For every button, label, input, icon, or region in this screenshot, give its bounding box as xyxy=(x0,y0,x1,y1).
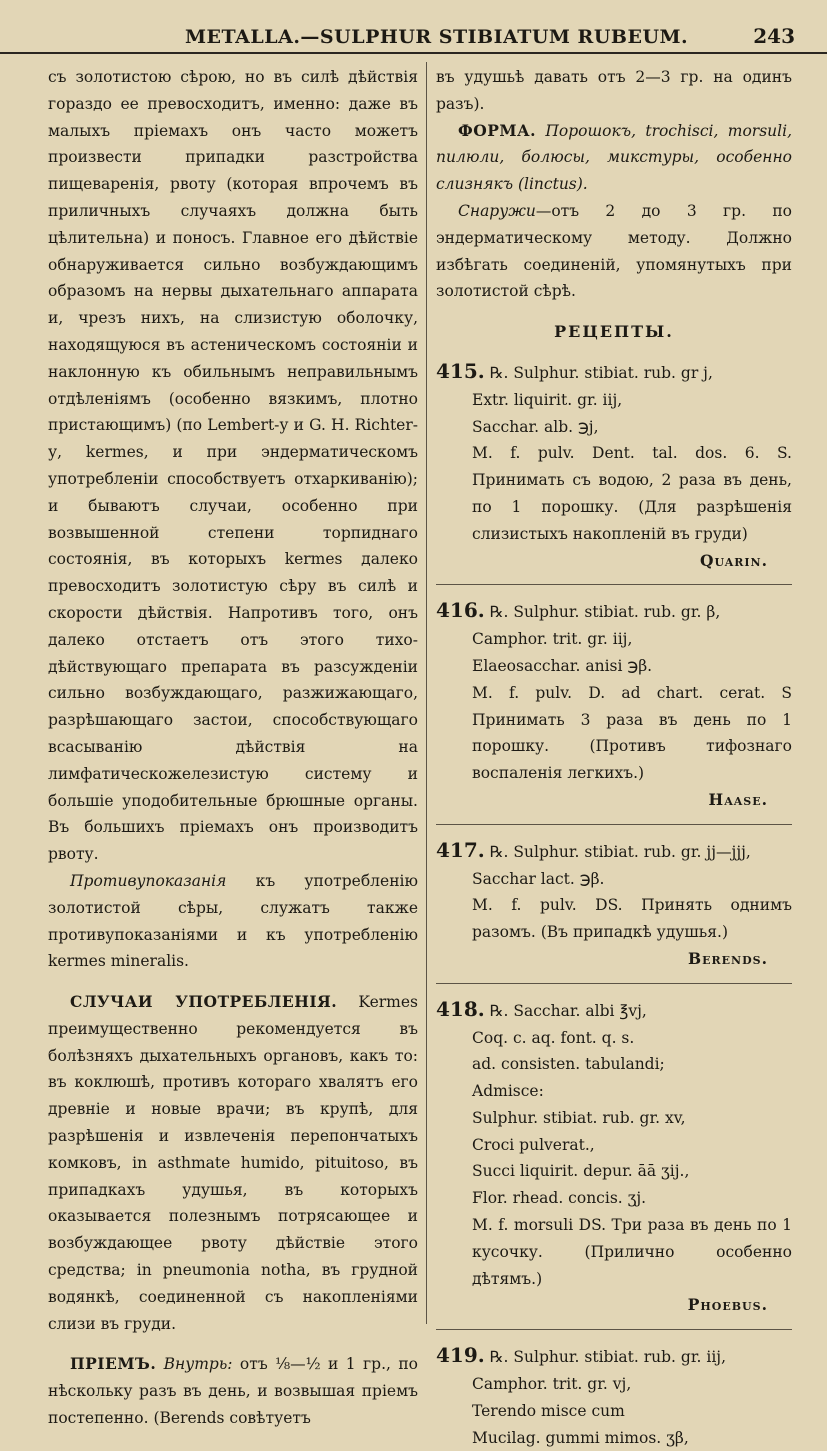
recipe-ingredient: Flor. rhead. concis. ʒj. xyxy=(472,1189,647,1208)
recipe-separator xyxy=(436,584,792,585)
recipe-instructions: M. f. pulv. D. ad chart. cerat. S Принимать 3 раза въ день по 1 порошку. (Противъ тифознаго воспаленія легкихъ.) xyxy=(472,683,792,783)
recipe-1 xyxy=(436,358,792,585)
dose-text: отъ ⅛—½ и 1 гр., по нѣскольку разъ въ день, и возвышая пріемъ постепенно. (Berends совѣтуетъ xyxy=(48,1355,418,1428)
recipe-instructions: M. f. pulv. Dent. tal. dos. 6. S. Принимать съ водою, 2 раза въ день, по 1 порошку. (Для разрѣшенія слизистыхъ накопленій въ груди) xyxy=(472,444,792,543)
recipe-number: 416. xyxy=(436,598,485,623)
recipe-first-line xyxy=(436,358,792,387)
form-label: ФОРМА. xyxy=(458,120,537,140)
recipe-number: 418. xyxy=(436,996,485,1021)
recipe-instructions: M. f. morsuli DS. Три раза въ день по 1 кусочку. (Прилично особенно дѣтямъ.) xyxy=(472,1216,792,1288)
form-text: Порошокъ, trochisci, morsuli, пилюли, болюсы, микстуры, особенно слизнякъ (linctus). xyxy=(436,121,792,194)
left-column xyxy=(48,64,418,1432)
recipe-first-line xyxy=(436,597,792,626)
recipes-heading: РЕЦЕПТЫ. xyxy=(554,322,674,342)
recipe-separator xyxy=(436,824,792,825)
recipe-ingredient: ℞. Sacchar. albi ℥vj, xyxy=(484,1001,647,1020)
usage-text: Kermes преимущественно рекомендуется въ болѣзняхъ дыхательныхъ органовъ, какъ то: въ коклюшѣ, противъ котораго хвалятъ его древніе и новые врачи; въ крупѣ, для разрѣшенія и извлеченія перепончатыхъ комковъ, in asthmate humido, pituitoso, въ припадкахъ удушья, въ которыхъ оказывается полезнымъ потрясающее и возбуждающее рвоту дѣйствіе этого средства; in pneumonia notha, въ грудной водянкѣ, соединенной съ накопленіями слизи въ груди. xyxy=(48,993,419,1333)
recipe-ingredient: Sacchar. alb. ℈j, xyxy=(472,417,599,436)
recipe-ingredient: ad. consisten. tabulandi; xyxy=(472,1055,665,1074)
usage-label: СЛУЧАИ УПОТРЕБЛЕНІЯ. xyxy=(70,992,338,1012)
recipe-ingredient: ℞. Sulphur. stibiat. rub. gr. iij, xyxy=(484,1348,727,1367)
recipe-ingredient: ℞. Sulphur. stibiat. rub. gr. β, xyxy=(484,603,721,622)
recipe-ingredient: Extr. liquirit. gr. iij, xyxy=(472,390,623,409)
recipe-ingredient: Coq. c. aq. font. q. s. xyxy=(472,1028,635,1047)
recipe-first-line xyxy=(436,1342,792,1371)
recipe-ingredient: ℞. Sulphur. stibiat. rub. gr. jj—jjj, xyxy=(484,842,751,861)
recipe-ingredient: Sulphur. stibiat. rub. gr. xv, xyxy=(472,1108,686,1127)
recipe-ingredient: Admisce: xyxy=(472,1082,544,1101)
right-column xyxy=(436,64,792,1451)
running-title: METALLA.—SULPHUR STIBIATUM RUBEUM. xyxy=(185,26,689,48)
recipe-author: Quarin. xyxy=(699,550,768,570)
usage-paragraph xyxy=(48,989,418,1337)
external-text: —отъ 2 до 3 гр. по эндерматическому методу. Должно избѣгать соединеній, упомянутыхъ при золотистой сѣрѣ. xyxy=(436,201,792,301)
recipe-ingredient: Croci pulverat., xyxy=(472,1135,595,1154)
recipe-ingredient: Camphor. trit. gr. vj, xyxy=(472,1375,632,1394)
recipe-instructions: M. f. pulv. DS. Принять однимъ разомъ. (Въ припадкѣ удушья.) xyxy=(472,896,792,942)
recipe-3 xyxy=(436,837,792,984)
recipe-ingredient: Elaeosacchar. anisi ℈β. xyxy=(472,656,653,675)
recipe-number: 417. xyxy=(436,837,485,862)
description-paragraph: съ золотистою сѣрою, но въ силѣ дѣйствія гораздо ее превосходитъ, именно: даже въ малыхъ пріемахъ онъ часто можетъ произвести припадки разстройства пищеваренія, рвоту (которая впрочемъ въ приличныхъ случаяхъ должна быть цѣлительна) и поносъ. Главное его дѣйствіе обнаруживается сильно возбуждающимъ образомъ на нервы дыхательнаго аппарата и, чрезъ нихъ, на слизистую оболочку, находящуюся въ астеническомъ состояніи и наклонную къ обильнымъ неправильнымъ отдѣленіямъ (особенно вязкимъ, плотно пристающимъ) (по Lembert-у и G. H. Richter-у, kermes, и при эндерматическомъ употребленіи способствуетъ отхаркиванію); и бываютъ случаи, особенно при возвышенной степени торпиднаго состоянія, въ которыхъ kermes далеко превосходитъ золотистую сѣру въ силѣ и скорости дѣйствія. Напротивъ того, онъ далеко отстаетъ отъ этого тихо-дѣйствующаго препарата въ разсужденіи сильно возбуждающаго, разжижающаго, разрѣшающаго застои, способствующаго всасыванію дѣйствія на лимфатическожелезистую систему и большіе уподобительные брюшные органы. Въ большихъ пріемахъ онъ производитъ рвоту. xyxy=(48,68,418,864)
recipe-author: Phoebus. xyxy=(687,1295,768,1315)
contraindications-text: къ употребленію золотистой сѣры, служатъ также противупоказаніями и къ употребленію kermes mineralis. xyxy=(48,871,418,971)
recipe-separator xyxy=(436,1329,792,1330)
recipe-first-line xyxy=(436,837,792,866)
recipe-author: Haase. xyxy=(708,789,768,809)
column-divider xyxy=(426,62,427,1324)
external-label: Снаружи xyxy=(458,201,536,220)
recipes-list xyxy=(436,358,792,1451)
external-paragraph xyxy=(436,198,792,305)
continuation-text: въ удушьѣ давать отъ 2—3 гр. на одинъ разъ). xyxy=(436,68,792,113)
recipe-ingredient: Mucilag. gummi mimos. ʒβ, xyxy=(472,1428,689,1447)
recipe-separator xyxy=(436,983,792,984)
recipe-ingredient: Terendo misce cum xyxy=(472,1401,625,1420)
contraindications-paragraph xyxy=(48,868,418,975)
recipe-number: 419. xyxy=(436,1343,485,1368)
recipe-ingredient: Camphor. trit. gr. iij, xyxy=(472,630,633,649)
dose-paragraph xyxy=(48,1351,418,1431)
dose-internal-label: Внутрь: xyxy=(156,1355,233,1374)
page-number: 243 xyxy=(753,24,795,48)
recipe-number: 415. xyxy=(436,358,485,383)
recipe-5 xyxy=(436,1342,792,1451)
running-header xyxy=(0,14,827,54)
recipe-ingredient: ℞. Sulphur. stibiat. rub. gr j, xyxy=(484,363,713,382)
dose-label: ПРІЕМЪ. xyxy=(70,1354,157,1374)
recipe-2 xyxy=(436,597,792,824)
recipe-first-line xyxy=(436,996,792,1025)
recipe-ingredient: Succi liquirit. depur. āā ʒij., xyxy=(472,1162,690,1181)
form-paragraph xyxy=(436,118,792,198)
recipe-author: Berends. xyxy=(688,948,768,968)
recipe-ingredient: Sacchar lact. ℈β. xyxy=(472,869,605,888)
recipe-4 xyxy=(436,996,792,1331)
contraindications-label: Противупоказанія xyxy=(70,871,227,890)
